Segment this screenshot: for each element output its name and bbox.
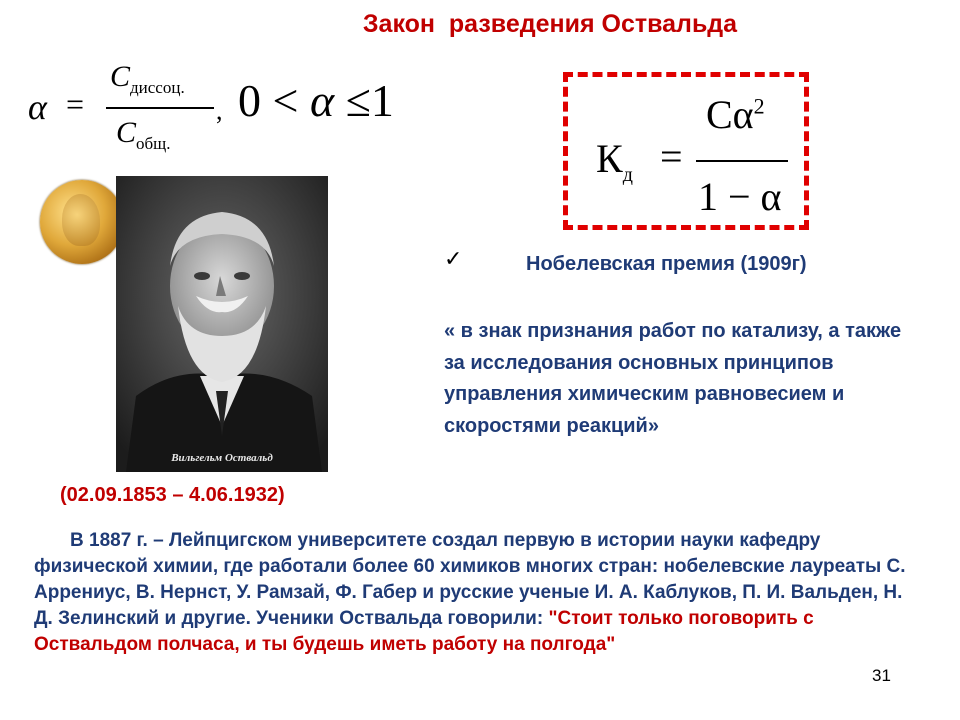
alpha-range [238, 74, 394, 127]
nobel-medal-image [40, 180, 124, 264]
range-one: 1 [370, 75, 394, 126]
ostwald-portrait [116, 176, 328, 472]
range-zero: 0 [238, 75, 261, 126]
formula-comma: , [216, 96, 223, 125]
slide-title: Закон разведения Оствальда [362, 10, 738, 38]
denominator-subscript: общ. [136, 134, 171, 153]
kd-k: К [596, 136, 623, 181]
range-less-equal: ≤ [334, 75, 371, 126]
medal-profile [62, 194, 100, 246]
kd-symbol [596, 135, 633, 187]
formula-alpha-symbol: α [28, 87, 47, 127]
dissociation-constant-formula-box [563, 72, 809, 230]
formula-equals: = [66, 86, 85, 122]
numerator-c: C [110, 60, 131, 93]
kd-fraction-bar [696, 160, 788, 162]
portrait-caption: Вильгельм Оствальд [171, 452, 273, 464]
nobel-citation: « в знак признания работ по катализу, а также за исследования основных принципов управления химическим равновесием и скоростями реакций» [444, 320, 902, 437]
formula-denominator [116, 116, 171, 154]
kd-numerator-power: 2 [753, 93, 765, 119]
range-less-than: < [261, 75, 310, 126]
portrait-drawing [116, 176, 328, 472]
kd-denominator: 1 − α [698, 174, 782, 219]
kd-numerator-text: Cα [706, 92, 754, 137]
degree-of-dissociation-formula [20, 60, 420, 160]
kd-numerator [706, 91, 765, 138]
formula-numerator [110, 60, 185, 98]
numerator-subscript: диссоц. [130, 78, 185, 97]
biography-text: В 1887 г. – Лейпцигском университете создал первую в истории науки кафедру физической химии, где работали более 60 химиков многих стран: нобелевские лауреаты С. Аррениус, В. Нернст, У. Рамзай, Ф. Габер и русские ученые И. А. Каблуков, П. И. Вальден, Н. Д. Зелинский и другие. Ученики Оствальда говорили: [34, 530, 906, 629]
kd-subscript: д [622, 164, 633, 186]
range-alpha: α [309, 75, 335, 126]
biography-paragraph [34, 528, 924, 658]
denominator-c: C [116, 116, 137, 149]
nobel-prize-heading: Нобелевская премия (1909г) [526, 253, 807, 275]
page-number: 31 [872, 666, 891, 685]
fraction-bar [106, 107, 214, 109]
students-quote: "Стоит только поговорить с Оствальдом полчаса, и ты будешь иметь работу на полгода" [34, 608, 814, 655]
kd-equals: = [660, 134, 683, 179]
checkmark-icon: ✓ [444, 246, 463, 271]
life-dates: (02.09.1853 – 4.06.1932) [60, 484, 285, 506]
